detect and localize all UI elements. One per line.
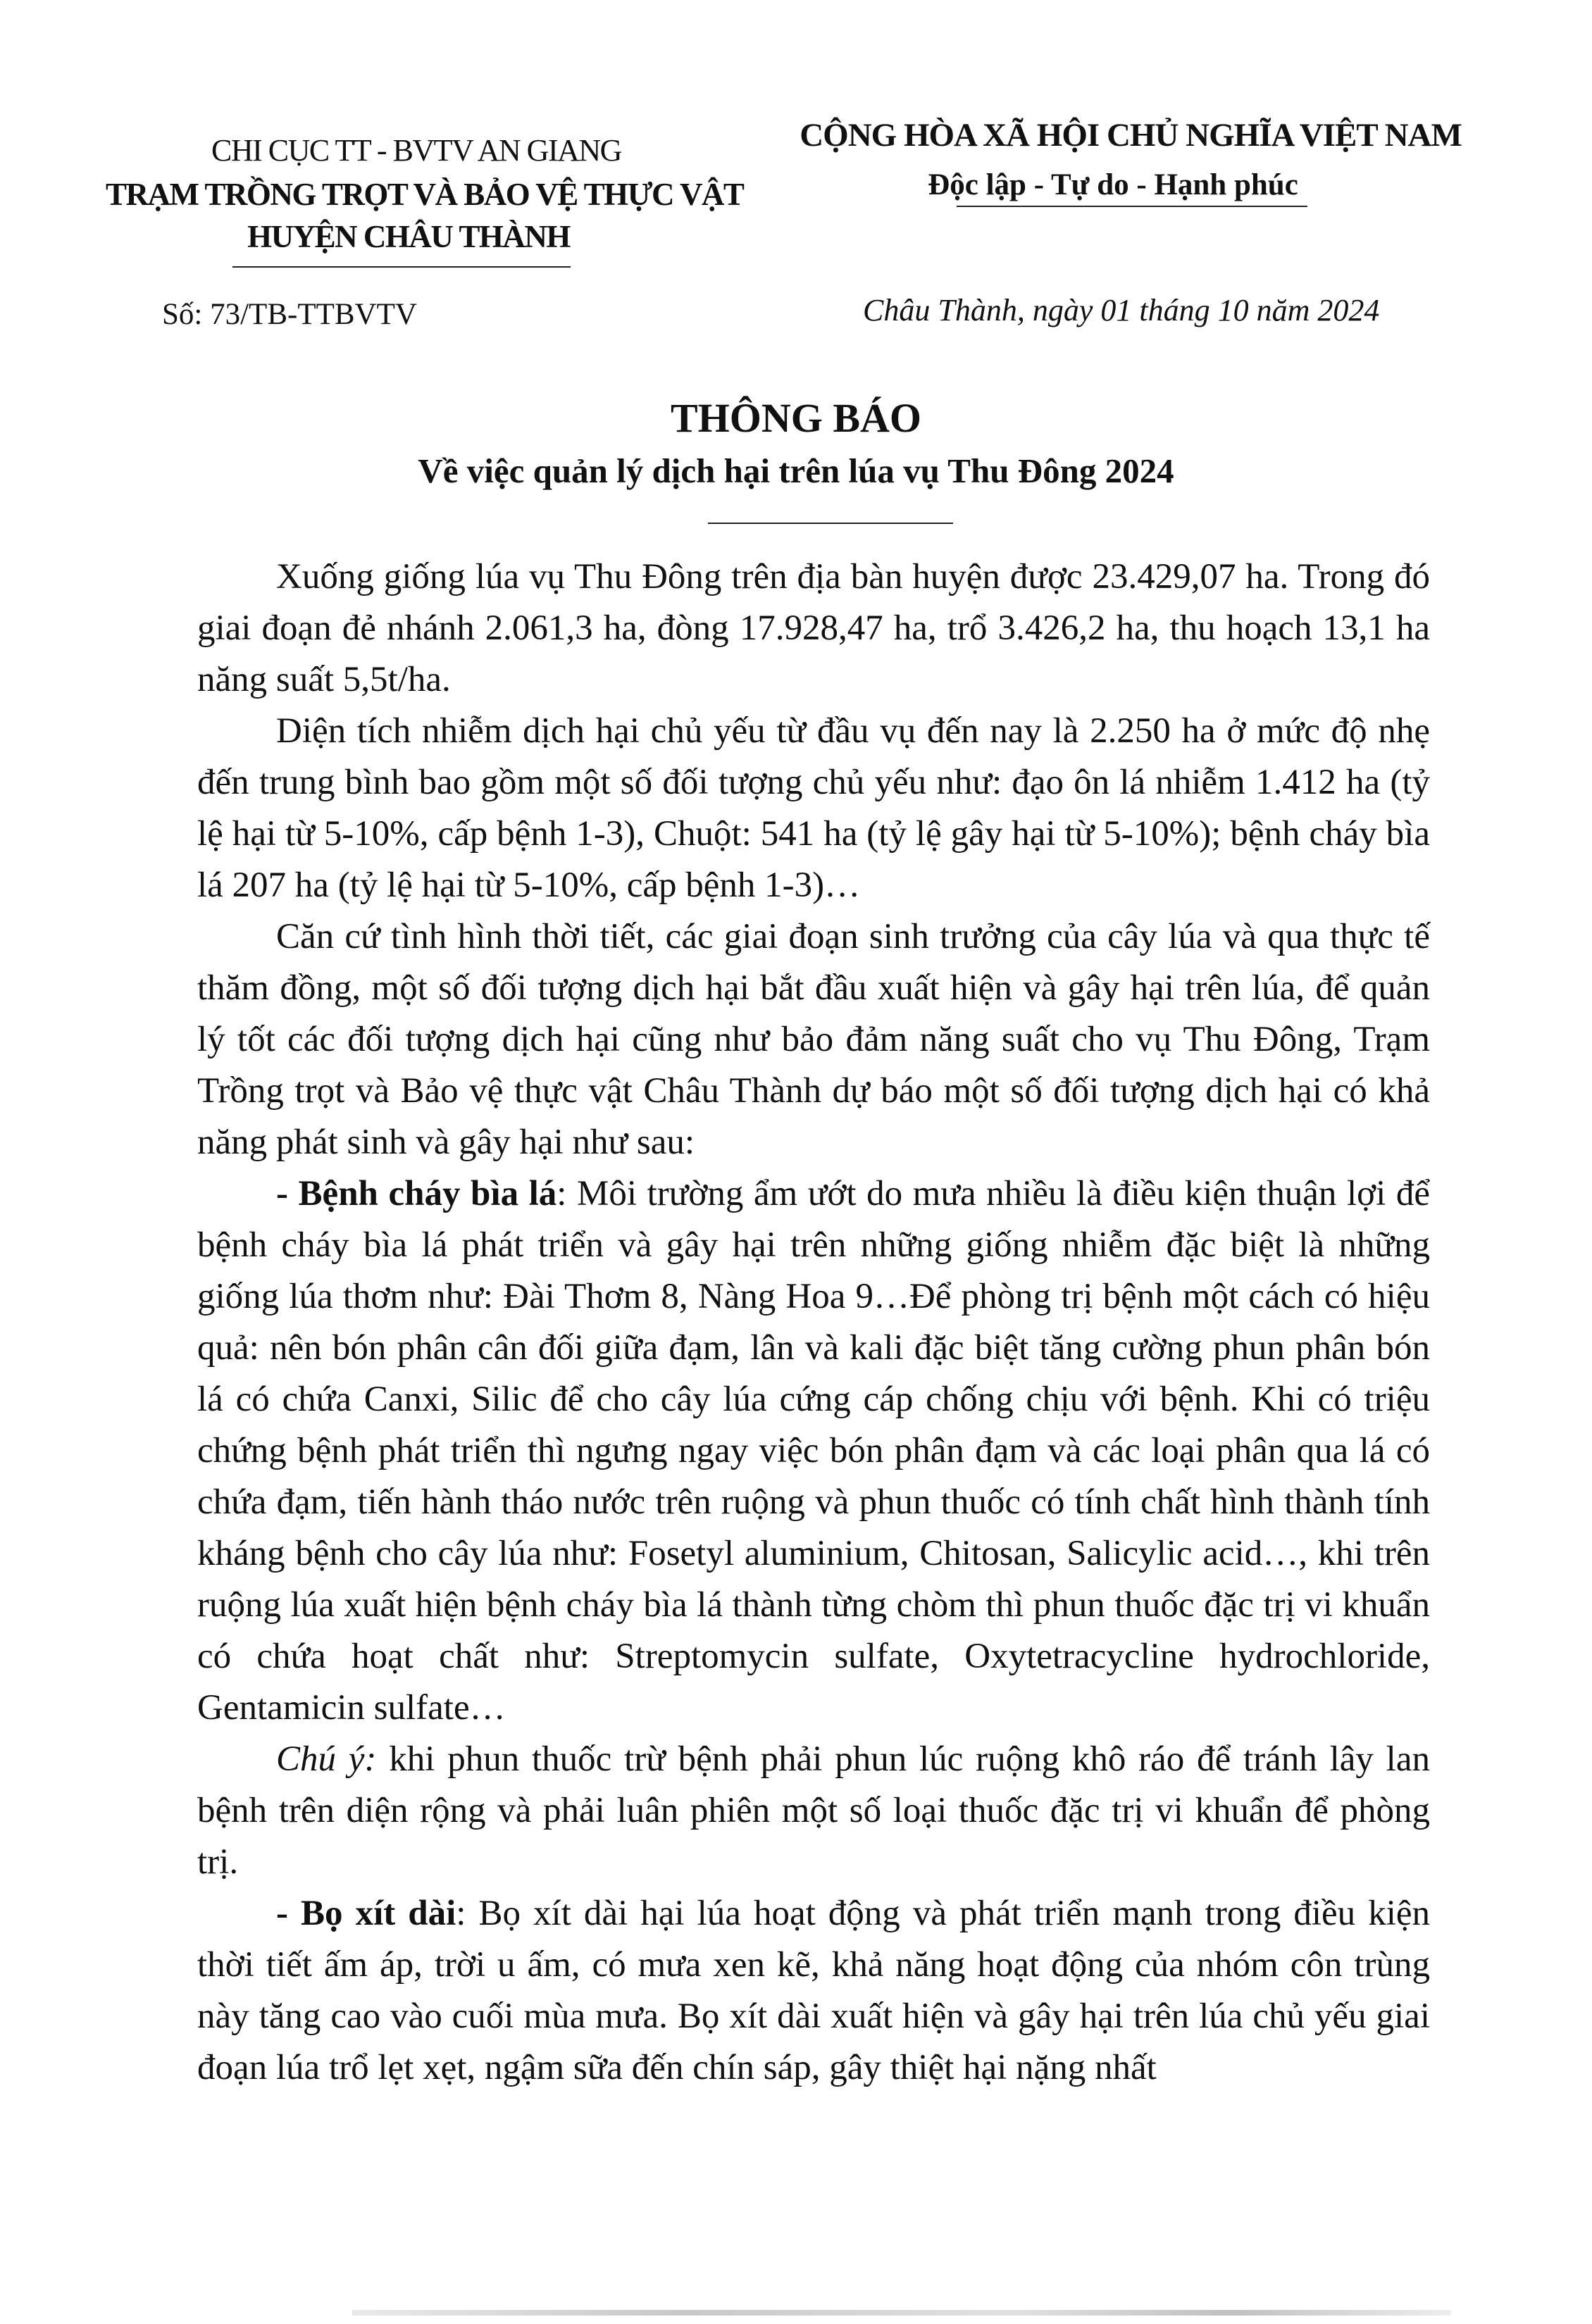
agency-name-line2: HUYỆN CHÂU THÀNH (247, 219, 570, 254)
nation-name: CỘNG HÒA XÃ HỘI CHỦ NGHĨA VIỆT NAM (800, 117, 1462, 154)
paragraph-planting-area: Xuống giống lúa vụ Thu Đông trên địa bàn huyện được 23.429,07 ha. Trong đó giai đoạn đẻ nhánh 2.061,3 ha, đòng 17.928,47 ha, trổ 3.426,2 ha, thu hoạch 13,1 ha năng suất 5,5t/ha. (197, 557, 1430, 699)
document-body (197, 551, 1430, 2094)
rice-bug-text: : Bọ xít dài hại lúa hoạt động và phát triển mạnh trong điều kiện thời tiết ấm áp, trời u ấm, có mưa xen kẽ, khả năng hoạt động của nhóm côn trùng này tăng cao vào cuối mùa mưa. Bọ xít dài xuất hiện và gây hại trên lúa chủ yếu giai đoạn lúa trổ lẹt xẹt, ngậm sữa đến chín sáp, gây thiệt hại nặng nhất (197, 1894, 1431, 2087)
place-and-date: Châu Thành, ngày 01 tháng 10 năm 2024 (863, 293, 1380, 327)
paragraph-note (197, 1734, 1430, 1888)
national-motto: Độc lập - Tự do - Hạnh phúc (928, 168, 1298, 201)
agency-underline (232, 266, 571, 268)
scan-edge-mark (352, 2310, 1451, 2316)
paragraph-infestation-area: Diện tích nhiễm dịch hại chủ yếu từ đầu vụ đến nay là 2.250 ha ở mức độ nhẹ đến trung bình bao gồm một số đối tượng chủ yếu như: đạo ôn lá nhiễm 1.412 ha (tỷ lệ hại từ 5-10%, cấp bệnh 1-3), Chuột: 541 ha (tỷ lệ gây hại từ 5-10%); bệnh cháy bìa lá 207 ha (tỷ lệ hại từ 5-10%, cấp bệnh 1-3)… (197, 711, 1430, 905)
notice-title: THÔNG BÁO (670, 395, 922, 441)
note-label: Chú ý: (276, 1739, 377, 1779)
paragraph-rice-bug (197, 1888, 1430, 2094)
agency-name-line1: TRẠM TRỒNG TRỌT VÀ BẢO VỆ THỰC VẬT (106, 177, 744, 212)
leaf-blight-label: - Bệnh cháy bìa lá (276, 1174, 557, 1213)
leaf-blight-text: : Môi trường ẩm ướt do mưa nhiều là điều kiện thuận lợi để bệnh cháy bìa lá phát triển và gây hại trên những giống nhiễm đặc biệt là những giống lúa thơm như: Đài Thơm 8, Nàng Hoa 9…Để phòng trị bệnh một cách có hiệu quả: nên bón phân cân đối giữa đạm, lân và kali đặc biệt tăng cường phun phân bón lá có chứa Canxi, Silic để cho cây lúa cứng cáp chống chịu với bệnh. Khi có triệu chứng bệnh phát triển thì ngưng ngay việc bón phân đạm và các loại phân qua lá có chứa đạm, tiến hành tháo nước trên ruộng và phun thuốc có tính chất hình thành tính kháng bệnh cho cây lúa như: Fosetyl aluminium, Chitosan, Salicylic acid…, khi trên ruộng lúa xuất hiện bệnh cháy bìa lá thành từng chòm thì phun thuốc đặc trị vi khuẩn có chứa hoạt chất như: Streptomycin sulfate, Oxytetracycline hydrochloride, Gentamicin sulfate… (197, 1174, 1430, 1728)
motto-underline (957, 206, 1307, 207)
document-number: Số: 73/TB-TTBVTV (162, 298, 417, 331)
note-text: khi phun thuốc trừ bệnh phải phun lúc ruộng khô ráo để tránh lây lan bệnh trên diện rộng và phải luân phiên một số loại thuốc đặc trị vi khuẩn để phòng trị. (197, 1739, 1430, 1882)
notice-subtitle: Về việc quản lý dịch hại trên lúa vụ Thu Đông 2024 (418, 451, 1174, 490)
paragraph-forecast-basis: Căn cứ tình hình thời tiết, các giai đoạn sinh trưởng của cây lúa và qua thực tế thăm đồng, một số đối tượng dịch hại bắt đầu xuất hiện và gây hại trên lúa, để quản lý tốt các đối tượng dịch hại cũng như bảo đảm năng suất cho vụ Thu Đông, Trạm Trồng trọt và Bảo vệ thực vật Châu Thành dự báo một số đối tượng dịch hại có khả năng phát sinh và gây hại như sau: (197, 917, 1430, 1162)
paragraph-leaf-blight (197, 1168, 1430, 1734)
rice-bug-label: - Bọ xít dài (276, 1894, 456, 1933)
subtitle-underline (708, 523, 953, 524)
agency-parent: CHI CỤC TT - BVTV AN GIANG (211, 133, 621, 168)
